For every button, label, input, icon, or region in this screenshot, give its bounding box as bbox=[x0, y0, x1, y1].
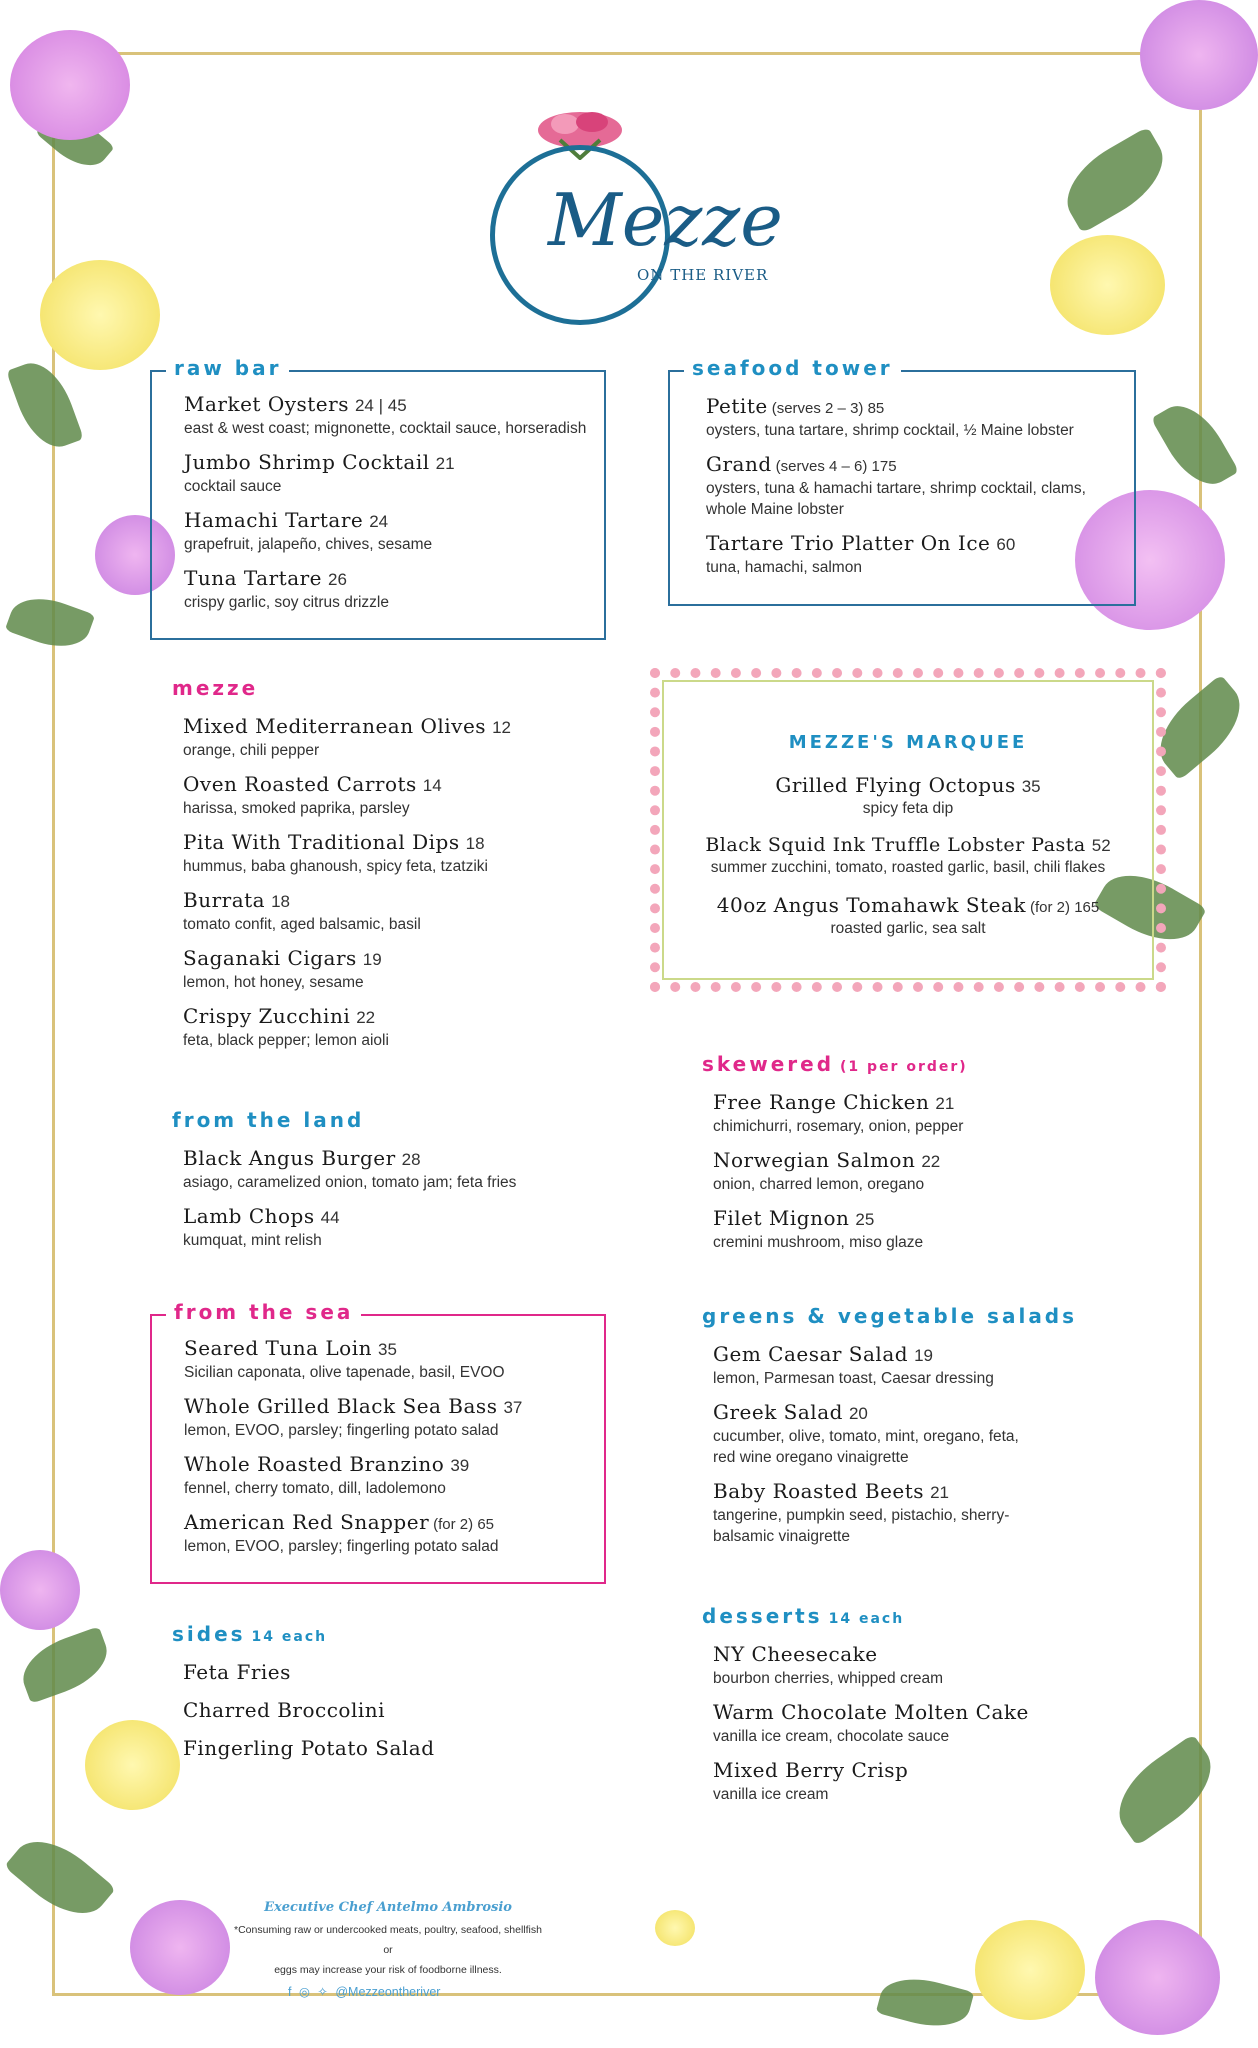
item-price: 28 bbox=[401, 1150, 421, 1169]
item-price: 21 bbox=[930, 1482, 949, 1502]
item-price: (serves 4 – 6) 175 bbox=[775, 457, 897, 475]
item-description: cocktail sauce bbox=[184, 477, 282, 495]
food-disclaimer bbox=[228, 1921, 548, 1981]
item-description: east & west coast; mignonette, cocktail sauce, horseradish bbox=[184, 420, 587, 437]
menu-item bbox=[664, 834, 1152, 879]
menu-item bbox=[183, 888, 511, 936]
item-price: 22 bbox=[356, 1007, 376, 1027]
item-name: Feta Fries bbox=[183, 1660, 291, 1684]
menu-item bbox=[713, 1400, 1033, 1469]
menu-item bbox=[706, 531, 1126, 579]
item-description: spicy feta dip bbox=[862, 800, 954, 817]
menu-item bbox=[183, 830, 511, 878]
item-name: Tuna Tartare bbox=[184, 565, 323, 590]
menu-item bbox=[183, 1146, 516, 1194]
item-description: crispy garlic, soy citrus drizzle bbox=[184, 593, 389, 611]
section-title-text: skewered bbox=[702, 1052, 835, 1076]
menu-item bbox=[706, 452, 1126, 521]
item-name: Gem Caesar Salad bbox=[713, 1342, 909, 1366]
section-note: (1 per order) bbox=[840, 1059, 968, 1075]
item-price: 37 bbox=[503, 1397, 523, 1417]
item-description: tuna, hamachi, salmon bbox=[706, 558, 862, 576]
item-name: Baby Roasted Beets bbox=[713, 1478, 925, 1503]
item-name: Free Range Chicken bbox=[713, 1090, 930, 1114]
item-description: lemon, Parmesan toast, Caesar dressing bbox=[713, 1370, 994, 1387]
item-description: orange, chili pepper bbox=[183, 742, 320, 759]
item-name: Lamb Chops bbox=[183, 1203, 315, 1228]
menu-item bbox=[713, 1758, 1029, 1806]
menu-item bbox=[706, 394, 1126, 442]
item-price: 21 bbox=[935, 1094, 955, 1113]
section-title bbox=[702, 1052, 968, 1076]
menu-item bbox=[183, 772, 511, 820]
brand-logo bbox=[490, 100, 783, 330]
logo-tagline: ON THE RIVER bbox=[637, 266, 769, 284]
item-price: 35 bbox=[1021, 777, 1041, 796]
item-price: 60 bbox=[996, 534, 1016, 554]
section-title: MEZZE'S MARQUEE bbox=[788, 732, 1028, 753]
menu-item bbox=[183, 1004, 511, 1052]
item-price: 25 bbox=[855, 1209, 875, 1229]
item-name: Hamachi Tartare bbox=[184, 507, 364, 532]
from-the-land-section bbox=[172, 1108, 516, 1262]
disclaimer-line: eggs may increase your risk of foodborne illness. bbox=[274, 1963, 502, 1976]
item-name: Norwegian Salmon bbox=[713, 1147, 916, 1172]
section-title-text: sides bbox=[172, 1622, 246, 1646]
section-title: seafood tower bbox=[692, 356, 893, 380]
item-description: vanilla ice cream, chocolate sauce bbox=[713, 1727, 950, 1745]
item-price: 18 bbox=[465, 833, 485, 853]
section-title: mezze bbox=[172, 676, 259, 700]
item-name: Black Angus Burger bbox=[183, 1146, 396, 1170]
item-description: kumquat, mint relish bbox=[183, 1231, 322, 1249]
item-description: tomato confit, aged balsamic, basil bbox=[183, 915, 421, 933]
item-price: 20 bbox=[848, 1403, 868, 1423]
menu-item bbox=[184, 1394, 522, 1442]
menu-item bbox=[664, 893, 1152, 940]
section-title: from the sea bbox=[174, 1300, 354, 1324]
item-name: Pita With Traditional Dips bbox=[183, 829, 460, 854]
item-price: 22 bbox=[921, 1151, 941, 1171]
menu-item bbox=[183, 1698, 435, 1722]
item-price: 24 | 45 bbox=[354, 396, 407, 415]
menu-item bbox=[713, 1206, 968, 1254]
menu-item bbox=[184, 392, 586, 440]
menu-item bbox=[184, 566, 586, 614]
from-the-sea-section bbox=[150, 1300, 606, 1584]
disclaimer-line: *Consuming raw or undercooked meats, poultry, seafood, shellfish or bbox=[234, 1924, 542, 1956]
item-name: Grand bbox=[706, 451, 772, 476]
item-name: Mixed Mediterranean Olives bbox=[183, 714, 487, 738]
item-name: Filet Mignon bbox=[713, 1205, 850, 1230]
item-description: Sicilian caponata, olive tapenade, basil, EVOO bbox=[184, 1364, 505, 1381]
item-name: Petite bbox=[706, 394, 768, 418]
menu-item bbox=[184, 450, 586, 498]
item-name: NY Cheesecake bbox=[713, 1642, 878, 1666]
item-name: Warm Chocolate Molten Cake bbox=[713, 1699, 1029, 1724]
menu-item bbox=[184, 1336, 522, 1384]
section-title-text: desserts bbox=[702, 1604, 823, 1628]
instagram-icon[interactable]: ◎ bbox=[298, 1985, 310, 1999]
item-price: 26 bbox=[328, 569, 347, 589]
item-price: 18 bbox=[271, 891, 291, 911]
social-handle[interactable]: @Mezzeontheriver bbox=[335, 1985, 441, 1999]
seafood-tower-section bbox=[668, 356, 1136, 606]
item-price: (for 2) 65 bbox=[433, 1515, 494, 1533]
section-title: raw bar bbox=[174, 356, 282, 380]
item-name: Saganaki Cigars bbox=[183, 945, 357, 970]
menu-item bbox=[183, 1204, 516, 1252]
section-note: 14 each bbox=[828, 1611, 905, 1627]
skewered-section bbox=[702, 1052, 968, 1264]
menu-item bbox=[183, 1660, 435, 1684]
menu-item bbox=[183, 714, 511, 762]
section-title bbox=[172, 1622, 435, 1646]
menu-item bbox=[713, 1479, 1033, 1548]
item-description: tangerine, pumpkin seed, pistachio, sherry-balsamic vinaigrette bbox=[713, 1506, 1010, 1545]
desserts-section bbox=[702, 1604, 1029, 1816]
section-title: from the land bbox=[172, 1108, 365, 1132]
item-price: 21 bbox=[435, 453, 455, 473]
mezze-section bbox=[172, 676, 511, 1062]
section-title: greens & vegetable salads bbox=[702, 1304, 1078, 1328]
item-description: lemon, EVOO, parsley; fingerling potato salad bbox=[184, 1537, 499, 1555]
item-price: 24 bbox=[369, 511, 389, 531]
menu-item bbox=[713, 1642, 1029, 1690]
item-name: Greek Salad bbox=[713, 1399, 843, 1424]
item-price: 19 bbox=[362, 949, 382, 969]
item-description: oysters, tuna tartare, shrimp cocktail, ½ Maine lobster bbox=[706, 422, 1074, 439]
logo-wordmark: Mezze bbox=[548, 178, 783, 262]
item-description: oysters, tuna & hamachi tartare, shrimp cocktail, clams, whole Maine lobster bbox=[706, 479, 1086, 518]
item-name: Fingerling Potato Salad bbox=[183, 1736, 435, 1760]
menu-item bbox=[713, 1090, 968, 1138]
item-price: 19 bbox=[914, 1346, 933, 1365]
item-price: (for 2) 165 bbox=[1030, 898, 1100, 916]
item-price: 14 bbox=[422, 775, 442, 795]
item-description: chimichurri, rosemary, onion, pepper bbox=[713, 1118, 964, 1135]
item-name: Burrata bbox=[183, 887, 266, 912]
menu-item bbox=[183, 1736, 435, 1760]
item-description: hummus, baba ghanoush, spicy feta, tzatziki bbox=[183, 857, 488, 875]
menu-item bbox=[713, 1148, 968, 1196]
social-links bbox=[288, 1984, 444, 1999]
item-name: Whole Roasted Branzino bbox=[184, 1451, 445, 1476]
item-description: vanilla ice cream bbox=[713, 1785, 829, 1803]
menu-footer bbox=[228, 1900, 548, 1981]
item-name: Grilled Flying Octopus bbox=[775, 773, 1016, 797]
item-description: grapefruit, jalapeño, chives, sesame bbox=[184, 535, 433, 553]
item-description: asiago, caramelized onion, tomato jam; feta fries bbox=[183, 1174, 517, 1191]
item-name: Jumbo Shrimp Cocktail bbox=[184, 449, 430, 474]
item-description: fennel, cherry tomato, dill, ladolemono bbox=[184, 1479, 446, 1497]
menu-item bbox=[713, 1700, 1029, 1748]
item-price: 12 bbox=[492, 718, 511, 737]
sides-section bbox=[172, 1622, 435, 1774]
item-name: Oven Roasted Carrots bbox=[183, 771, 417, 796]
item-name: Tartare Trio Platter On Ice bbox=[706, 530, 991, 555]
twitter-icon[interactable]: ✧ bbox=[317, 1985, 328, 1999]
item-name: Whole Grilled Black Sea Bass bbox=[184, 1393, 498, 1418]
menu-item bbox=[184, 1510, 522, 1558]
menu-item bbox=[664, 773, 1152, 820]
item-description: lemon, EVOO, parsley; fingerling potato salad bbox=[184, 1421, 499, 1439]
item-name: Seared Tuna Loin bbox=[184, 1336, 372, 1360]
item-description: lemon, hot honey, sesame bbox=[183, 973, 364, 991]
greens-section bbox=[702, 1304, 1077, 1558]
marquee-section bbox=[662, 680, 1154, 980]
menu-item bbox=[713, 1342, 1033, 1390]
item-name: Mixed Berry Crisp bbox=[713, 1757, 909, 1782]
item-name: 40oz Angus Tomahawk Steak bbox=[716, 892, 1027, 917]
item-price: 35 bbox=[378, 1340, 397, 1359]
item-price: (serves 2 – 3) 85 bbox=[771, 400, 885, 417]
item-description: harissa, smoked paprika, parsley bbox=[183, 799, 410, 817]
item-description: roasted garlic, sea salt bbox=[830, 919, 986, 937]
raw-bar-section bbox=[150, 356, 606, 640]
item-name: Black Squid Ink Truffle Lobster Pasta bbox=[705, 833, 1086, 856]
menu-item bbox=[184, 508, 586, 556]
item-description: cucumber, olive, tomato, mint, oregano, feta, red wine oregano vinaigrette bbox=[713, 1427, 1019, 1466]
section-note: 14 each bbox=[251, 1629, 328, 1645]
item-name: American Red Snapper bbox=[184, 1509, 430, 1534]
item-price: 52 bbox=[1091, 835, 1111, 855]
item-name: Crispy Zucchini bbox=[183, 1003, 351, 1028]
menu-item bbox=[184, 1452, 522, 1500]
item-price: 44 bbox=[320, 1207, 340, 1227]
item-name: Charred Broccolini bbox=[183, 1698, 386, 1722]
item-price: 39 bbox=[450, 1455, 470, 1475]
section-title bbox=[702, 1604, 1029, 1628]
item-description: onion, charred lemon, oregano bbox=[713, 1175, 925, 1193]
facebook-icon[interactable]: f bbox=[288, 1985, 292, 1999]
item-description: feta, black pepper; lemon aioli bbox=[183, 1031, 389, 1049]
item-description: bourbon cherries, whipped cream bbox=[713, 1670, 944, 1687]
item-description: cremini mushroom, miso glaze bbox=[713, 1233, 924, 1251]
chef-credit: Executive Chef Antelmo Ambrosio bbox=[264, 1900, 512, 1915]
item-name: Market Oysters bbox=[184, 392, 349, 416]
item-description: summer zucchini, tomato, roasted garlic, basil, chili flakes bbox=[710, 858, 1106, 876]
menu-item bbox=[183, 946, 511, 994]
